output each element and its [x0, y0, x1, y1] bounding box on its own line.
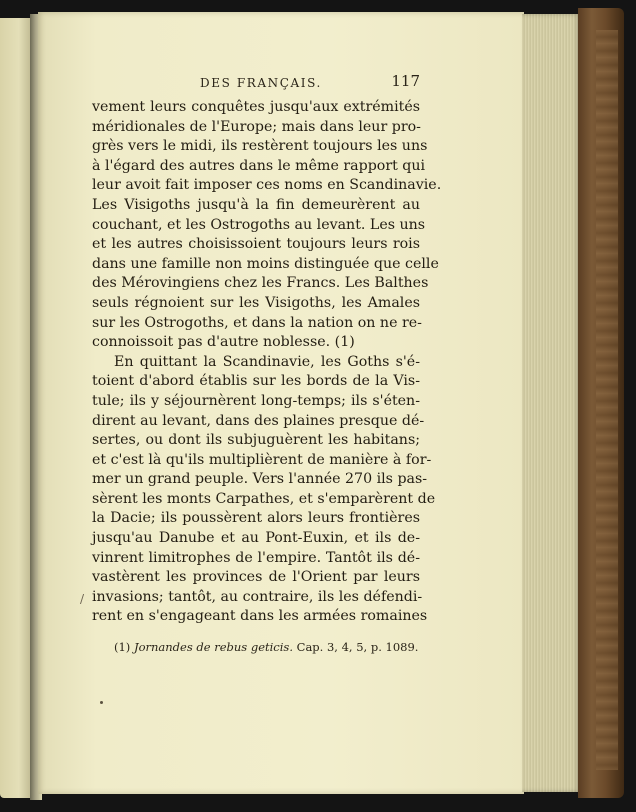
- left-page-edge: [0, 18, 34, 798]
- text-line: couchant, et les Ostrogoths au levant. Les uns: [92, 216, 426, 233]
- text-line: la Dacie; ils poussèrent alors leurs frontières: [92, 510, 420, 527]
- text-line: tule; ils y séjournèrent long-temps; ils s'éten-: [92, 392, 420, 409]
- text-line: rent en s'engageant dans les armées romaines: [92, 608, 428, 625]
- margin-mark: /: [80, 592, 85, 606]
- running-title: DES FRANÇAIS.: [200, 76, 322, 90]
- text-line: vinrent limitrophes de l'empire. Tantôt ils dé-: [92, 549, 420, 566]
- text-line: seuls régnoient sur les Visigoths, les Amales: [92, 294, 420, 311]
- text-line: dirent au levant, dans des plaines presque dé-: [92, 412, 425, 429]
- text-line: En quittant la Scandinavie, les Goths s'é-: [114, 353, 420, 370]
- text-line: et c'est là qu'ils multiplièrent de manière à for-: [92, 451, 432, 468]
- text-line: Les Visigoths jusqu'à la fin demeurèrent au: [92, 196, 420, 213]
- text-line: des Mérovingiens chez les Francs. Les Balthes: [92, 275, 429, 292]
- text-line: sur les Ostrogoths, et dans la nation on ne re-: [92, 314, 422, 331]
- paper-speck: [100, 701, 103, 704]
- body-text: [92, 98, 442, 627]
- text-line: méridionales de l'Europe; mais dans leur pro-: [92, 118, 421, 135]
- page-number: 117: [391, 72, 420, 90]
- running-head: [88, 72, 420, 96]
- text-line: connoissoit pas d'autre noblesse. (1): [92, 334, 355, 351]
- text-line: grès vers le midi, ils restèrent toujours les uns: [92, 138, 428, 155]
- text-line: mer un grand peuple. Vers l'année 270 ils pas-: [92, 471, 428, 488]
- text-line: jusqu'au Danube et au Pont-Euxin, et ils de-: [92, 530, 420, 547]
- text-line: leur avoit fait imposer ces noms en Scandinavie.: [92, 177, 442, 194]
- text-line: vastèrent les provinces de l'Orient par leurs: [92, 569, 420, 586]
- text-line: toient d'abord établis sur les bords de la Vis-: [92, 373, 420, 390]
- text-line: et les autres choisissoient toujours leurs rois: [92, 236, 420, 253]
- footnote-marker: (1): [114, 640, 131, 654]
- page-edges-stack: [522, 14, 580, 792]
- footnote: [114, 640, 419, 654]
- text-line: vement leurs conquêtes jusqu'aux extrémités: [92, 99, 420, 115]
- footnote-title: Jornandes de rebus geticis.: [133, 640, 293, 654]
- text-line: sèrent les monts Carpathes, et s'emparèrent de: [92, 490, 436, 507]
- footnote-reference: Cap. 3, 4, 5, p. 1089.: [296, 640, 419, 654]
- cover-texture: [596, 30, 618, 770]
- text-line: dans une famille non moins distinguée que celle: [92, 255, 439, 272]
- text-line: à l'égard des autres dans le même rapport qui: [92, 157, 426, 174]
- text-line: invasions; tantôt, au contraire, ils les défendi-: [92, 588, 423, 605]
- text-line: sertes, ou dont ils subjuguèrent les habitans;: [92, 432, 420, 449]
